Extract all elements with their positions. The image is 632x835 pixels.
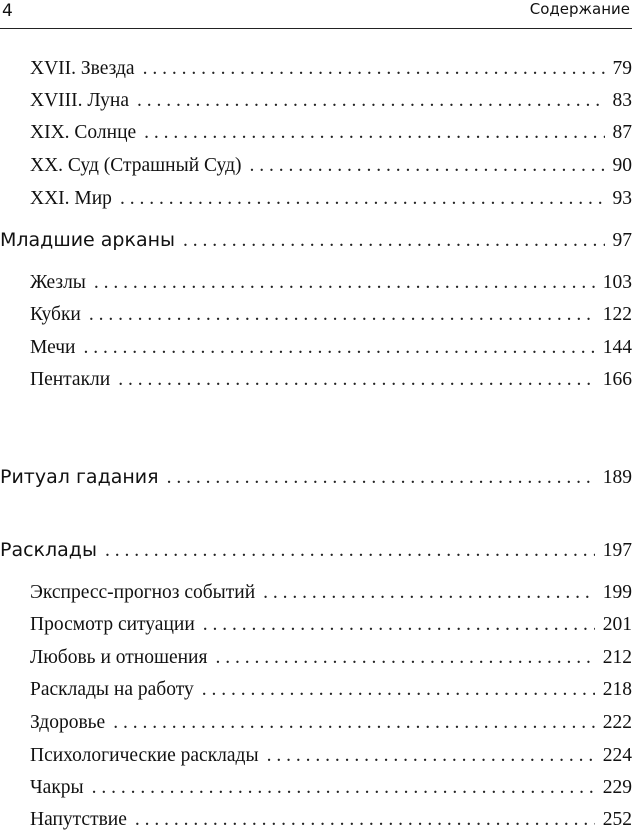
toc-section	[0, 539, 632, 565]
dot-leader	[203, 614, 595, 636]
dot-leader	[89, 304, 595, 326]
dot-leader	[143, 58, 605, 80]
toc-section-title: Расклады	[0, 539, 97, 561]
toc-entry-title: Кубки	[30, 304, 81, 325]
toc-entry-page: 252	[602, 809, 632, 830]
dot-leader	[135, 809, 595, 831]
dot-leader	[92, 777, 595, 799]
toc-entry	[30, 122, 632, 148]
toc-entry-page: 103	[602, 272, 632, 293]
dot-leader	[120, 188, 605, 210]
dot-leader	[183, 230, 604, 252]
toc-entry-page: 201	[602, 614, 632, 635]
dot-leader	[105, 540, 595, 562]
dot-leader	[215, 647, 594, 669]
toc-entry-title: Жезлы	[30, 272, 86, 293]
toc-section-title: Младшие арканы	[0, 229, 176, 251]
toc-entry-title: XVIII. Луна	[30, 90, 129, 111]
dot-leader	[263, 582, 595, 604]
toc-entry-page: 199	[602, 582, 632, 603]
toc-section	[0, 229, 632, 255]
toc-entry	[30, 809, 632, 835]
toc-entry-title: XX. Суд (Страшный Суд)	[30, 155, 242, 176]
dot-leader	[118, 369, 595, 391]
toc-entry	[30, 614, 632, 640]
toc-section-page: 97	[612, 230, 632, 251]
toc-entry-page: 122	[602, 304, 632, 325]
toc-entry-page: 83	[612, 90, 632, 111]
running-header	[0, 0, 632, 29]
toc-entry-title: Мечи	[30, 337, 76, 358]
toc-entry	[30, 745, 632, 771]
toc-entry	[30, 679, 632, 705]
toc-section-title: Ритуал гадания	[0, 466, 159, 488]
toc-entry-title: XIX. Солнце	[30, 122, 137, 143]
dot-leader	[167, 467, 595, 489]
toc-entry-page: 144	[602, 337, 632, 358]
toc-entry	[30, 90, 632, 116]
toc-entry-page: 79	[612, 58, 632, 79]
toc-entry-title: Любовь и отношения	[30, 647, 208, 668]
toc-entry-title: Чакры	[30, 777, 84, 798]
toc-entry	[30, 188, 632, 214]
toc-entry-page: 229	[602, 777, 632, 798]
toc-entry-page: 218	[602, 679, 632, 700]
toc-entry-title: XXI. Мир	[30, 188, 112, 209]
toc-section	[0, 466, 632, 492]
toc-entry-page: 93	[612, 188, 632, 209]
dot-leader	[137, 90, 605, 112]
toc-section-page: 197	[602, 540, 632, 561]
toc-entry-title: Расклады на работу	[30, 679, 194, 700]
toc-entry	[30, 777, 632, 803]
toc-entry	[30, 369, 632, 395]
toc-entry	[30, 304, 632, 330]
dot-leader	[113, 712, 595, 734]
toc-entry	[30, 712, 632, 738]
toc-entry	[30, 272, 632, 298]
toc-entry	[30, 337, 632, 363]
dot-leader	[94, 272, 595, 294]
running-title: Содержание	[529, 0, 630, 18]
page-number: 4	[2, 1, 13, 21]
toc-entry-title: Психологические расклады	[30, 745, 259, 766]
toc-entry-title: Просмотр ситуации	[30, 614, 195, 635]
dot-leader	[144, 122, 604, 144]
dot-leader	[84, 337, 595, 359]
toc-entry-title: Пентакли	[30, 369, 111, 390]
toc-entry	[30, 582, 632, 608]
toc-entry-page: 87	[612, 122, 632, 143]
dot-leader	[249, 155, 604, 177]
toc-entry-page: 166	[602, 369, 632, 390]
toc-entry-title: Экспресс-прогноз событий	[30, 582, 256, 603]
toc-section-page: 189	[602, 467, 632, 488]
toc-entry-page: 90	[612, 155, 632, 176]
dot-leader	[267, 745, 595, 767]
toc-entry-title: Напутствие	[30, 809, 127, 830]
toc-entry-title: Здоровье	[30, 712, 106, 733]
dot-leader	[202, 679, 595, 701]
toc-entry	[30, 647, 632, 673]
toc-entry-title: XVII. Звезда	[30, 58, 135, 79]
toc-entry	[30, 58, 632, 84]
toc-entry-page: 224	[602, 745, 632, 766]
toc-entry	[30, 155, 632, 181]
toc-entry-page: 212	[602, 647, 632, 668]
toc-entry-page: 222	[602, 712, 632, 733]
